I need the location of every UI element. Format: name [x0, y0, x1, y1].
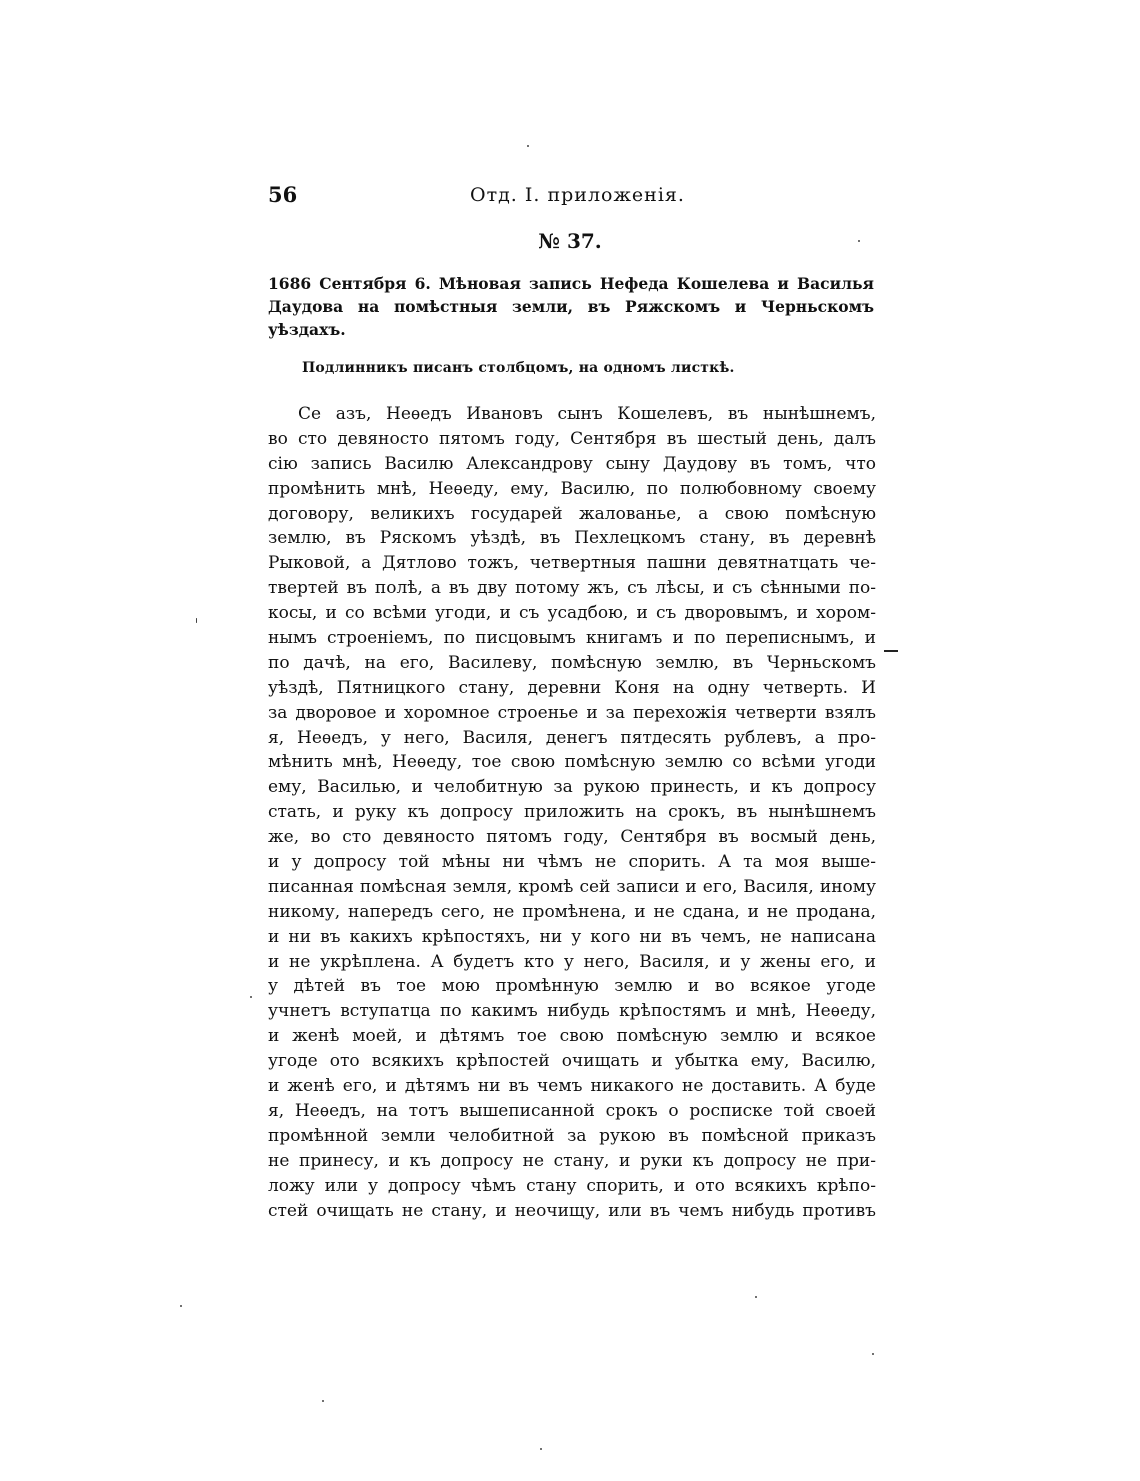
- body-line: у дѣтей въ тое мою промѣнную землю и во всякое угоде: [268, 976, 876, 997]
- body-line: и ни въ какихъ крѣпостяхъ, ни у кого ни въ чемъ, не написана: [268, 926, 876, 947]
- body-line: не принесу, и къ допросу не стану, и руки къ допросу не при-: [268, 1150, 876, 1171]
- body-line: договору, великихъ государей жалованье, а свою помѣсную: [268, 503, 876, 524]
- body-line: стей очищать не стану, и неочищу, или въ чемъ нибудь противъ: [268, 1200, 876, 1221]
- body-line: и у допросу той мѣны ни чѣмъ не спорить. А та моя выше-: [268, 852, 876, 873]
- body-line: по дачѣ, на его, Василеву, помѣсную землю, въ Черньскомъ: [268, 652, 876, 673]
- scan-speck: [527, 145, 529, 147]
- body-line: Се азъ, Неѳедъ Ивановъ сынъ Кошелевъ, въ нынѣшнемъ,: [298, 404, 876, 424]
- scan-speck: [180, 1305, 182, 1307]
- body-line: промѣнной земли челобитной за рукою въ помѣсной приказъ: [268, 1125, 876, 1146]
- body-line: Рыковой, а Дятлово тожъ, четвертныя пашни девятнатцать че-: [268, 553, 876, 574]
- body-line: никому, напередъ сего, не промѣнена, и не сдана, и не продана,: [268, 901, 876, 922]
- body-line: ложу или у допросу чѣмъ стану спорить, и ото всякихъ крѣпо-: [268, 1175, 876, 1196]
- document-number: № 37.: [538, 229, 602, 253]
- body-line: уѣздѣ, Пятницкого стану, деревни Коня на одну четверть. И: [268, 677, 876, 698]
- scan-speck: [540, 1448, 542, 1450]
- body-line: же, во сто девяносто пятомъ году, Сентября въ восмый день,: [268, 827, 876, 848]
- scan-speck: [755, 1296, 757, 1298]
- body-line: угоде ото всякихъ крѣпостей очищать и убытка ему, Василю,: [268, 1051, 876, 1072]
- body-line: за дворовое и хоромное строенье и за перехожія четверти взялъ: [268, 702, 876, 723]
- body-line: учнетъ вступатца по какимъ нибудь крѣпостямъ и мнѣ, Неѳеду,: [268, 1001, 876, 1022]
- body-line: и не укрѣплена. А будетъ кто у него, Василя, и у жены его, и: [268, 951, 876, 972]
- body-line: ему, Василью, и челобитную за рукою принесть, и къ допросу: [268, 777, 876, 798]
- body-line: нымъ строеніемъ, по писцовымъ книгамъ и по переписнымъ, и: [268, 628, 876, 649]
- body-line: я, Неѳедъ, на тотъ вышеписанной срокъ о росписке той своей: [268, 1100, 876, 1121]
- document-heading: 1686 Сентября 6. Мѣновая запись Нефеда Кошелева и Василья Даудова на помѣстныя земли, въ Ряжскомъ и Черньскомъ уѣздахъ.: [268, 274, 874, 339]
- scan-speck: [322, 1400, 324, 1402]
- body-line: и женѣ моей, и дѣтямъ тое свою помѣсную землю и всякое: [268, 1026, 876, 1047]
- body-line: землю, въ Ряскомъ уѣздѣ, въ Пехлецкомъ стану, въ деревнѣ: [268, 528, 876, 549]
- body-line: сію запись Василю Александрову сыну Даудову въ томъ, что: [268, 453, 876, 474]
- body-text: [268, 402, 876, 1223]
- body-line: косы, и со всѣми угоди, и съ усадбою, и съ дворовымъ, и хором-: [268, 603, 876, 624]
- body-line: писанная помѣсная земля, кромѣ сей записи и его, Василя, иному: [268, 876, 876, 897]
- margin-mark: [884, 650, 898, 652]
- body-line: и женѣ его, и дѣтямъ ни въ чемъ никакого не доставить. А буде: [268, 1076, 876, 1097]
- body-line: стать, и руку къ допросу приложить на срокъ, въ нынѣшнемъ: [268, 802, 876, 823]
- scan-speck: [250, 996, 252, 998]
- scan-speck: [872, 1353, 874, 1355]
- running-head: Отд. I. приложенія.: [470, 184, 685, 206]
- scan-speck: [858, 240, 860, 242]
- body-line: мѣнить мнѣ, Неѳеду, тое свою помѣсную землю со всѣми угоди: [268, 752, 876, 773]
- scan-speck: [196, 618, 197, 623]
- body-line: твертей въ полѣ, а въ дву потому жъ, съ лѣсы, и съ сѣнными по-: [268, 578, 876, 599]
- body-line: я, Неѳедъ, у него, Василя, денегъ пятдесять рублевъ, а про-: [268, 727, 876, 748]
- source-note: Подлинникъ писанъ столбцомъ, на одномъ листкѣ.: [302, 360, 735, 376]
- page-number: 56: [268, 182, 298, 207]
- body-line: во сто девяносто пятомъ году, Сентября въ шестый день, далъ: [268, 428, 876, 449]
- body-line: промѣнить мнѣ, Неѳеду, ему, Василю, по полюбовному своему: [268, 478, 876, 499]
